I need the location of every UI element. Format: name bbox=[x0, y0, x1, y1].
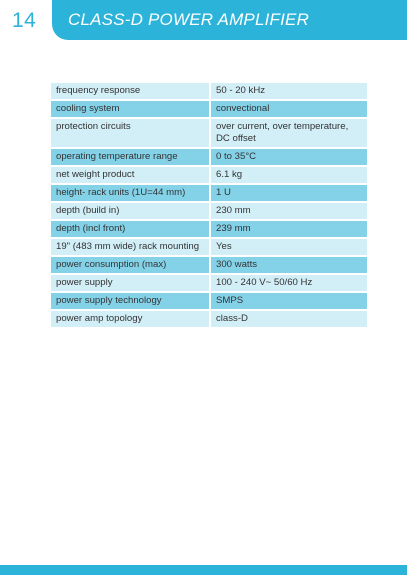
spec-value: SMPS bbox=[211, 293, 367, 309]
spec-row-depth-build-in bbox=[51, 203, 367, 219]
page-title: CLASS-D POWER AMPLIFIER bbox=[68, 10, 310, 29]
spec-label: protection circuits bbox=[51, 119, 209, 147]
spec-value: 6.1 kg bbox=[211, 167, 367, 183]
title-banner bbox=[52, 0, 407, 40]
spec-value: 300 watts bbox=[211, 257, 367, 273]
spec-label: net weight product bbox=[51, 167, 209, 183]
spec-row-power-consumption bbox=[51, 257, 367, 273]
spec-label: depth (build in) bbox=[51, 203, 209, 219]
spec-label: height- rack units (1U=44 mm) bbox=[51, 185, 209, 201]
spec-row-power-supply bbox=[51, 275, 367, 291]
spec-value: 239 mm bbox=[211, 221, 367, 237]
page-number: 14 bbox=[12, 9, 37, 32]
spec-label: frequency response bbox=[51, 83, 209, 99]
spec-row-net-weight bbox=[51, 167, 367, 183]
spec-row-operating-temperature bbox=[51, 149, 367, 165]
spec-row-rack-units bbox=[51, 185, 367, 201]
spec-value: Yes bbox=[211, 239, 367, 255]
spec-table bbox=[51, 81, 367, 329]
spec-value: 50 - 20 kHz bbox=[211, 83, 367, 99]
spec-label: 19" (483 mm wide) rack mounting bbox=[51, 239, 209, 255]
spec-label: operating temperature range bbox=[51, 149, 209, 165]
spec-label: power supply bbox=[51, 275, 209, 291]
spec-row-frequency-response bbox=[51, 83, 367, 99]
spec-row-rack-mounting bbox=[51, 239, 367, 255]
spec-label: cooling system bbox=[51, 101, 209, 117]
spec-value: class-D bbox=[211, 311, 367, 327]
spec-row-depth-incl-front bbox=[51, 221, 367, 237]
spec-label: power amp topology bbox=[51, 311, 209, 327]
spec-row-protection-circuits bbox=[51, 119, 367, 147]
spec-value: convectional bbox=[211, 101, 367, 117]
spec-label: power consumption (max) bbox=[51, 257, 209, 273]
spec-value: 230 mm bbox=[211, 203, 367, 219]
spec-label: power supply technology bbox=[51, 293, 209, 309]
spec-value: 0 to 35°C bbox=[211, 149, 367, 165]
footer-bar bbox=[0, 565, 407, 575]
spec-label: depth (incl front) bbox=[51, 221, 209, 237]
spec-row-power-amp-topology bbox=[51, 311, 367, 327]
spec-value: 100 - 240 V~ 50/60 Hz bbox=[211, 275, 367, 291]
spec-value: 1 U bbox=[211, 185, 367, 201]
spec-value: over current, over temperature, DC offset bbox=[211, 119, 367, 147]
spec-row-power-supply-technology bbox=[51, 293, 367, 309]
spec-row-cooling-system bbox=[51, 101, 367, 117]
